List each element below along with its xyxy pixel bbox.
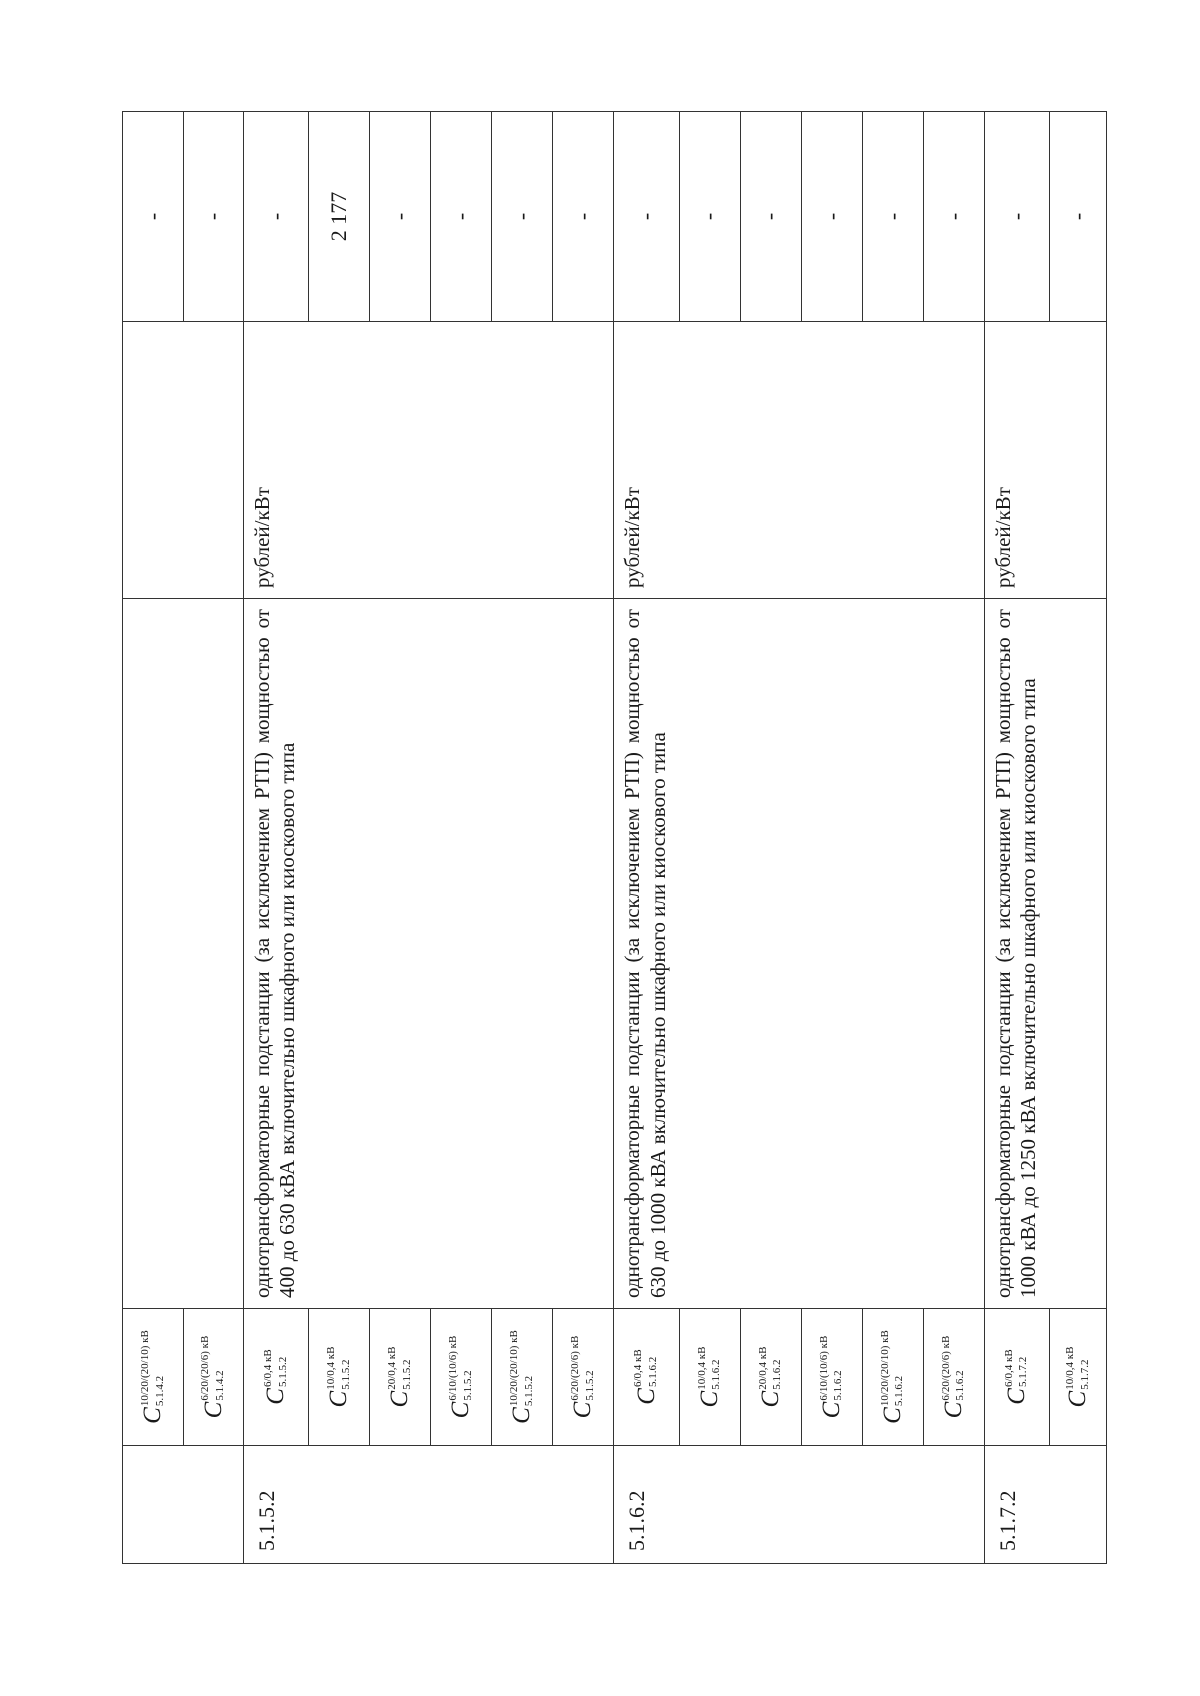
- table-row: [984, 112, 1049, 1564]
- item-number-cell: 5.1.5.2: [244, 1446, 614, 1564]
- table-row: [123, 112, 184, 1564]
- unit-cell: рублей/кВт: [614, 322, 984, 599]
- unit-cell: [123, 322, 244, 599]
- item-number-cell: 5.1.6.2: [614, 1446, 984, 1564]
- rate-code-cell: [553, 1309, 614, 1446]
- value-cell: -: [370, 112, 431, 322]
- rate-symbol: C 10/0,4 кВ 5.1.6.2: [695, 1346, 723, 1408]
- table-row: [244, 112, 309, 1564]
- rate-symbol: C 6/20/(20/6) кВ 5.1.4.2: [199, 1335, 227, 1419]
- item-number-cell: [123, 1446, 244, 1564]
- rate-symbol: C 10/20/(20/10) кВ 5.1.5.2: [508, 1330, 536, 1424]
- value-cell: -: [244, 112, 309, 322]
- value-cell: -: [740, 112, 801, 322]
- rate-code-cell: [123, 1309, 184, 1446]
- rate-code-cell: [244, 1309, 309, 1446]
- rate-code-cell: [923, 1309, 984, 1446]
- rate-symbol: C 10/20/(20/10) кВ 5.1.4.2: [138, 1330, 167, 1424]
- rate-code-cell: [1050, 1309, 1107, 1446]
- value-cell: -: [123, 112, 184, 322]
- rate-symbol: C 20/0,4 кВ 5.1.5.2: [386, 1346, 414, 1408]
- rate-symbol: C 6/20/(20/6) кВ 5.1.5.2: [569, 1335, 597, 1419]
- value-cell: -: [923, 112, 984, 322]
- rate-code-cell: [370, 1309, 431, 1446]
- rate-code-cell: [984, 1309, 1049, 1446]
- rate-symbol: C 20/0,4 кВ 5.1.6.2: [756, 1346, 784, 1408]
- value-cell: 2 177: [309, 112, 370, 322]
- rate-symbol: C 6/0,4 кВ 5.1.6.2: [632, 1349, 660, 1405]
- value-cell: -: [801, 112, 862, 322]
- rate-symbol: C 6/10/(10/6) кВ 5.1.6.2: [817, 1335, 845, 1419]
- description-cell: [123, 599, 244, 1309]
- value-cell: -: [679, 112, 740, 322]
- rate-code-cell: [184, 1309, 244, 1446]
- rate-code-cell: [801, 1309, 862, 1446]
- tariff-table: [122, 111, 1107, 1564]
- rate-code-cell: [862, 1309, 923, 1446]
- rate-symbol: C 6/10/(10/6) кВ 5.1.5.2: [447, 1335, 475, 1419]
- rate-code-cell: [679, 1309, 740, 1446]
- rate-symbol: C 10/20/(20/10) кВ 5.1.6.2: [878, 1330, 906, 1424]
- rate-symbol: C 10/0,4 кВ 5.1.7.2: [1063, 1346, 1092, 1408]
- value-cell: -: [184, 112, 244, 322]
- rate-code-cell: [309, 1309, 370, 1446]
- unit-cell: рублей/кВт: [244, 322, 614, 599]
- rate-symbol: C 6/20/(20/6) кВ 5.1.6.2: [939, 1335, 967, 1419]
- rate-code-cell: [740, 1309, 801, 1446]
- rate-symbol: C 6/0,4 кВ 5.1.7.2: [1002, 1349, 1030, 1405]
- item-number-cell: 5.1.7.2: [984, 1446, 1106, 1564]
- rate-symbol: C 6/0,4 кВ 5.1.5.2: [262, 1349, 290, 1405]
- value-cell: -: [614, 112, 679, 322]
- value-cell: -: [1050, 112, 1107, 322]
- value-cell: -: [862, 112, 923, 322]
- rotated-table-wrapper: [122, 112, 1107, 1564]
- value-cell: -: [431, 112, 492, 322]
- description-cell: однотрансформаторные подстанции (за исключением РТП) мощностью от 630 до 1000 кВА включительно шкафного или киоскового типа: [614, 599, 984, 1309]
- rate-code-cell: [492, 1309, 553, 1446]
- value-cell: -: [492, 112, 553, 322]
- description-cell: однотрансформаторные подстанции (за исключением РТП) мощностью от 400 до 630 кВА включительно шкафного или киоскового типа: [244, 599, 614, 1309]
- rate-code-cell: [431, 1309, 492, 1446]
- unit-cell: рублей/кВт: [984, 322, 1106, 599]
- rate-code-cell: [614, 1309, 679, 1446]
- value-cell: -: [553, 112, 614, 322]
- description-cell: однотрансформаторные подстанции (за исключением РТП) мощностью от 1000 кВА до 1250 кВА включительно шкафного или киоскового типа: [984, 599, 1106, 1309]
- rate-symbol: C 10/0,4 кВ 5.1.5.2: [325, 1346, 353, 1408]
- value-cell: -: [984, 112, 1049, 322]
- table-row: [614, 112, 679, 1564]
